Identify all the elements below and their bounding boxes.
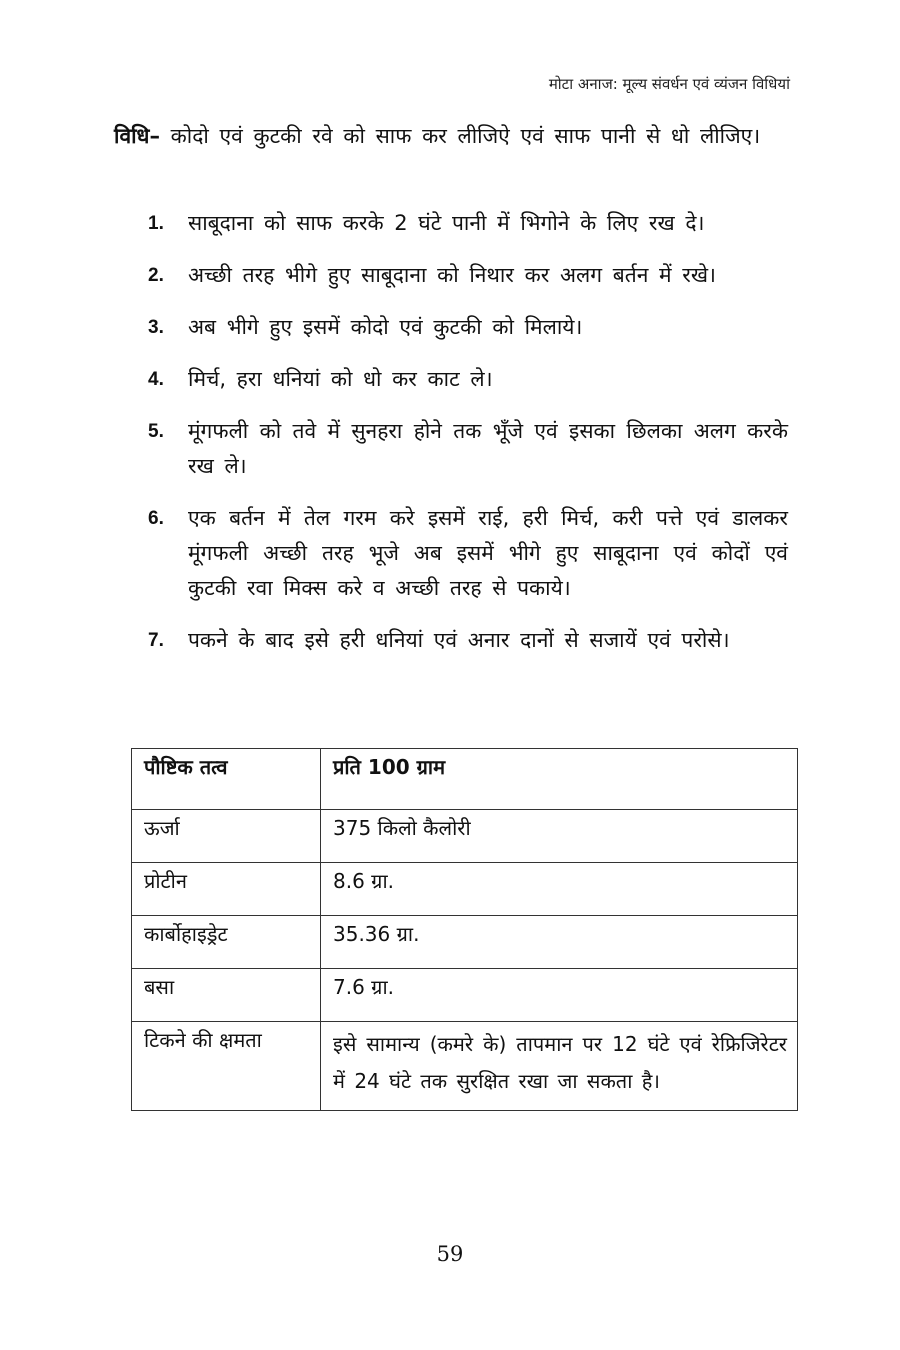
step-text: अब भीगे हुए इसमें कोदो एवं कुटकी को मिलाये। [188,315,583,339]
running-header: मोटा अनाज: मूल्य संवर्धन एवं व्यंजन विधियां [548,75,790,93]
list-item [148,362,788,397]
step-number: 5. [148,421,164,442]
nutrient-name: कार्बोहाइड्रेट [132,916,321,969]
nutrient-value: इसे सामान्य (कमरे के) तापमान पर 12 घंटे एवं रेफ्रिजिरेटर में 24 घंटे तक सुरक्षित रखा जा सकता है। [321,1022,798,1111]
list-item [148,501,788,606]
table-row [132,863,798,916]
list-item [148,623,788,658]
step-text: पकने के बाद इसे हरी धनियां एवं अनार दानों से सजायें एवं परोसे। [188,628,730,652]
method-label: विधि– [114,124,160,148]
step-number: 7. [148,630,164,651]
list-item [148,310,788,345]
method-paragraph [114,118,788,154]
list-item [148,206,788,241]
nutrient-name: ऊर्जा [132,810,321,863]
step-text: साबूदाना को साफ करके 2 घंटे पानी में भिगोने के लिए रख दे। [188,211,705,235]
step-text: मूंगफली को तवे में सुनहरा होने तक भूँजे एवं इसका छिलका अलग करके रख ले। [188,419,788,478]
table-row [132,810,798,863]
nutrition-table [131,748,798,1111]
nutrient-name: टिकने की क्षमता [132,1022,321,1111]
table-row [132,916,798,969]
step-text: एक बर्तन में तेल गरम करे इसमें राई, हरी मिर्च, करी पत्ते एवं डालकर मूंगफली अच्छी तरह भूजे अब इसमें भीगे हुए साबूदाना एवं कोदों एवं कुटकी रवा मिक्स करे व अच्छी तरह से पकाये। [188,506,788,600]
nutrient-name: प्रोटीन [132,863,321,916]
table-row [132,969,798,1022]
column-header: प्रति 100 ग्राम [321,749,798,810]
page-number: 59 [436,1242,464,1266]
step-number: 6. [148,508,164,529]
step-number: 4. [148,369,164,390]
list-item [148,414,788,484]
step-text: अच्छी तरह भीगे हुए साबूदाना को निथार कर अलग बर्तन में रखे। [188,263,716,287]
steps-list [148,206,788,675]
nutrient-name: बसा [132,969,321,1022]
nutrient-value: 8.6 ग्रा. [321,863,798,916]
step-text: मिर्च, हरा धनियां को धो कर काट ले। [188,367,493,391]
column-header: पौष्टिक तत्व [132,749,321,810]
nutrient-value: 375 किलो कैलोरी [321,810,798,863]
nutrient-value: 35.36 ग्रा. [321,916,798,969]
nutrient-value: 7.6 ग्रा. [321,969,798,1022]
method-text: कोदो एवं कुटकी रवे को साफ कर लीजिऐ एवं साफ पानी से धो लीजिए। [159,124,761,148]
table-header-row [132,749,798,810]
step-number: 2. [148,265,164,286]
list-item [148,258,788,293]
step-number: 1. [148,213,164,234]
table-row [132,1022,798,1111]
step-number: 3. [148,317,164,338]
